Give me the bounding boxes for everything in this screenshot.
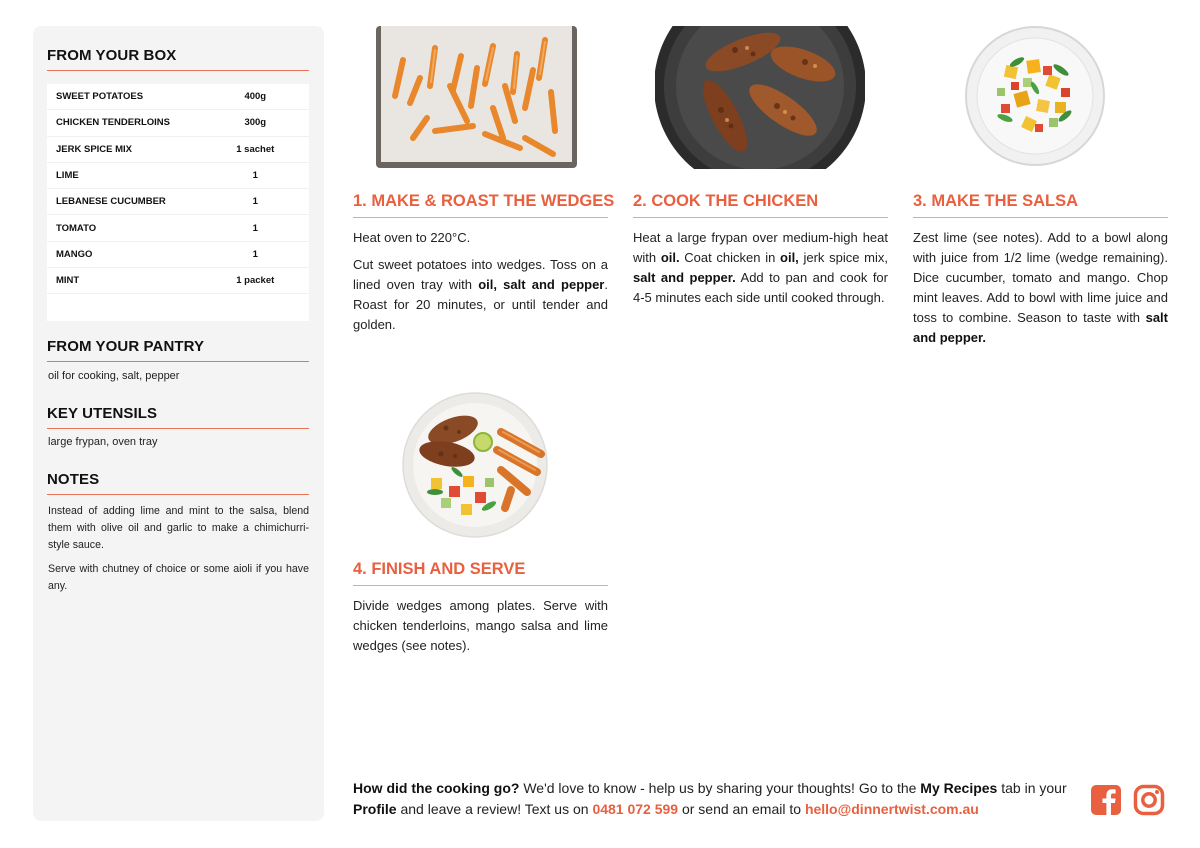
ingredient-qty: 1	[252, 170, 258, 182]
step-2-text-part: Add to pan and cook for 4-5 minutes each side until cooked through.	[633, 270, 888, 305]
ingredient-qty: 1	[252, 222, 258, 234]
roast-wedges-photo	[375, 26, 578, 169]
step-3-text	[913, 228, 1168, 355]
ingredient-qty: 400g	[244, 91, 267, 103]
ingredient-name: MANGO	[56, 248, 93, 260]
step-1-text	[353, 228, 608, 342]
step-4-text	[353, 596, 608, 663]
step-2-title: 2. COOK THE CHICKEN	[633, 192, 888, 218]
step-4-title: 4. FINISH AND SERVE	[353, 560, 608, 586]
ingredient-row	[47, 84, 309, 110]
step-1-bold: oil, salt and pepper	[478, 277, 605, 292]
footer-text: We'd love to know - help us by sharing your thoughts! Go to the	[519, 780, 921, 796]
step-3-paragraph	[913, 228, 1168, 348]
footer-text: tab in your	[997, 780, 1067, 796]
step-2-bold: oil,	[780, 250, 799, 265]
step-2-text	[633, 228, 888, 315]
ingredient-row	[47, 163, 309, 189]
plated-dish-photo	[401, 392, 551, 538]
ingredient-qty: 300g	[244, 117, 267, 129]
ingredient-name: TOMATO	[56, 222, 97, 234]
step-1-paragraph-1: Heat oven to 220°C.	[353, 230, 471, 245]
step-2-paragraph	[633, 228, 888, 308]
ingredients-table	[47, 84, 309, 321]
pantry-text: oil for cooking, salt, pepper	[48, 370, 180, 382]
sidebar	[33, 26, 324, 821]
ingredient-name: JERK SPICE MIX	[56, 143, 133, 155]
notes-title: NOTES	[47, 471, 309, 495]
footer-my-recipes: My Recipes	[920, 780, 998, 796]
step-2-text-part: jerk spice mix,	[798, 250, 888, 265]
ingredient-qty: 1	[252, 196, 258, 208]
ingredient-row	[47, 268, 309, 294]
salsa-bowl-photo	[965, 26, 1105, 166]
key-utensils-title: KEY UTENSILS	[47, 405, 309, 429]
instagram-icon[interactable]	[1133, 784, 1165, 816]
ingredient-name: LIME	[56, 170, 79, 182]
footer-text: or send an email to	[678, 801, 805, 817]
ingredient-row	[47, 189, 309, 215]
ingredient-row	[47, 215, 309, 241]
chicken-pan-photo	[655, 26, 865, 169]
footer-email-link[interactable]: hello@dinnertwist.com.au	[804, 801, 979, 817]
note-paragraph: Instead of adding lime and mint to the salsa, blend them with olive oil and garlic to make a chimichurri-style sauce.	[48, 505, 309, 551]
footer-profile: Profile	[353, 801, 397, 817]
footer-phone-link[interactable]: 0481 072 599	[592, 801, 679, 817]
ingredient-row	[47, 242, 309, 268]
ingredient-qty: 1	[252, 248, 258, 260]
step-1-text-part: Cut sweet potatoes into wedges. Toss on a lined oven tray with	[353, 257, 608, 292]
footer-text: and leave a review! Text us on	[396, 801, 593, 817]
ingredient-name: LEBANESE CUCUMBER	[56, 196, 166, 208]
step-4-paragraph: Divide wedges among plates. Serve with chicken tenderloins, mango salsa and lime wedges (see notes).	[353, 598, 608, 653]
ingredient-name: MINT	[56, 275, 80, 287]
step-3-bold: salt and pepper.	[913, 310, 1168, 345]
step-2-text-part: Heat a large frypan over medium-high heat with	[633, 230, 888, 265]
step-1-title: 1. MAKE & ROAST THE WEDGES	[353, 192, 608, 218]
ingredient-row	[47, 137, 309, 163]
note-paragraph: Serve with chutney of choice or some aioli if you have any.	[48, 563, 309, 592]
step-2-bold: salt and pepper.	[633, 270, 736, 285]
from-your-box-title: FROM YOUR BOX	[47, 47, 309, 71]
ingredient-row	[47, 110, 309, 136]
step-2-text-part: Coat chicken in	[679, 250, 781, 265]
ingredient-qty: 1 packet	[236, 275, 275, 287]
step-1-text-part: . Roast for 20 minutes, or until tender and golden.	[353, 277, 608, 332]
utensils-text: large frypan, oven tray	[48, 436, 158, 448]
ingredient-name: SWEET POTATOES	[56, 91, 144, 103]
notes-text	[48, 503, 309, 602]
step-3-title: 3. MAKE THE SALSA	[913, 192, 1168, 218]
footer-question: How did the cooking go?	[353, 780, 520, 796]
facebook-icon[interactable]	[1090, 784, 1122, 816]
step-2-bold: oil.	[660, 250, 680, 265]
step-1-paragraph-2	[353, 255, 608, 335]
from-your-pantry-title: FROM YOUR PANTRY	[47, 338, 309, 362]
ingredient-qty: 1 sachet	[236, 143, 275, 155]
feedback-footer	[353, 778, 1073, 820]
ingredient-name: CHICKEN TENDERLOINS	[56, 117, 171, 129]
step-3-text-part: Zest lime (see notes). Add to a bowl along with juice from 1/2 lime (wedge remaining). Dice cucumber, tomato and mango. Chop mint leaves. Add to bowl with lime juice and toss to combine. Season to taste with	[913, 230, 1168, 325]
